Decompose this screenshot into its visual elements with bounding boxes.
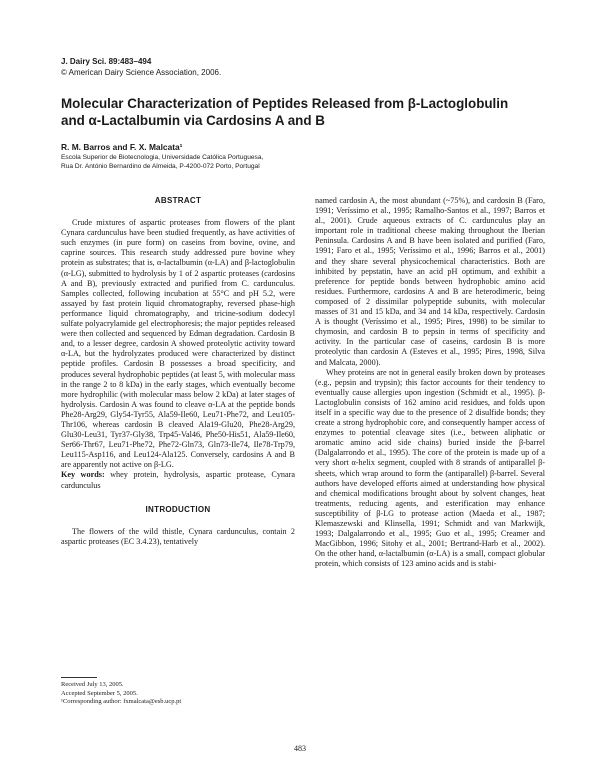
- corresponding-author: ¹Corresponding author: fxmalcata@esb.ucp.pt: [61, 698, 182, 706]
- copyright-line: © American Dairy Science Association, 2006.: [61, 68, 222, 77]
- footnote-rule: [61, 677, 97, 678]
- author-list: R. M. Barros and F. X. Malcata¹: [61, 142, 183, 152]
- right-paragraph-2: Whey proteins are not in general easily broken down by proteases (e.g., pepsin and trypsin); this factor accounts for their tendency to eventually cause allergies upon ingestion (Schmidt et al., 1995). β-Lactoglobulin consists of 162 amino acid residues, and folds upon itself in a specific way due to the presence of 2 disulfide bonds; they create a strong hydrophobic core, and consequently hamper access of enzymes to potential cleavage sites (i.e., between aliphatic or aromatic amino acid side chains) buried inside the β-barrel (Dalgalarrondo et al., 1995). The core of the protein is made up of a very short α-helix segment, coupled with 8 strands of antiparallel β-sheets, which wrap around to form the (antiparallel) β-barrel. Several authors have developed efforts aimed at understanding how physical and chemical modifications brought about by solvent changes, heat treatments, reducing agents, and esterification may enhance susceptibility of β-LG to protease action (Maeda et al., 1987; Klemaszewski and Klinsella, 1991; Schmidt and van Markwijk, 1993; Dalgalarrondo et al., 1995; Guo et al., 1995; Creamer and MacGibbon, 1996; Sitohy et al., 2001; Bertrand-Harb et al., 2002). On the other hand, α-lactalbumin (α-LA) is a small, compact globular protein, which consists of 123 amino acids and is stabi-: [315, 367, 545, 569]
- accepted-date: Accepted September 5, 2005.: [61, 689, 138, 697]
- keywords-label: Key words:: [61, 470, 105, 480]
- right-paragraph-1: named cardosin A, the most abundant (~75%), and cardosin B (Faro, 1991; Veríssimo et al., 1995; Ramalho-Santos et al., 1997; Barros et al., 2001). Crude aqueous extracts of C. cardunculus play an important role in traditional cheese making throughout the Iberian Peninsula. Cardosins A and B have been isolated and purified (Faro, 1991; Faro et al., 1995; Veríssimo et al., 1996; Barros et al., 2001) and they share several physicochemical characteristics. Both are inhibited by pepstatin, have an acid pH optimum, and exhibit a preference for peptide bonds between hydrophobic amino acid residues. Furthermore, cardosins A and B are heterodimeric, being composed of 2 dissimilar polypeptide subunits, with molecular masses of 31 and 15 kDa, and 34 and 14 kDa, respectively. Cardosin A is thought (Veríssimo et al., 1995; Pires, 1998) to be similar to chymosin, and cardosin B to pepsin in terms of specificity and activity. In the particular case of caseins, cardosin B is more proteolytic than cardosin A (Esteves et al., 1995; Pires, 1998, Silva and Malcata, 2000).: [315, 196, 545, 367]
- received-date: Received July 13, 2005.: [61, 681, 124, 688]
- abstract-heading: ABSTRACT: [154, 196, 202, 205]
- abstract-body: Crude mixtures of aspartic proteases from flowers of the plant Cynara cardunculus have been studied frequently, as have activities of such enzymes (in pure form) on caseins from bovine, ovine, and caprine sources. This research study addressed pure bovine whey protein as substrates; that is, α-lactalbumin (α-LA) and β-lactoglobulin (α-LG), submitted to hydrolysis by 1 of 2 aspartic proteases (cardosins A and B), previously extracted and purified from C. cardunculus. Samples collected, following incubation at 55°C and pH 5.2, were assayed by fast protein liquid chromatography, reversed phase-high performance liquid chromatography, and tricine-sodium dodecyl sulfate polyacrylamide gel electrophoresis; the major peptides released were then collected and sequenced by Edman degradation. Cardosin B and, to a lesser degree, cardosin A showed proteolytic activity toward α-LA, but the hydrolyzates produced were characterized by distinct peptide profiles. Cardosin B possesses a broad specificity, and produces several hydrophobic peptides (at least 5, with molecular mass in the range 2 to 8 kDa) in the early stages, which eventually become more hydrophilic (with molecular mass below 2 kDa) at later stages of hydrolysis. Cardosin A was found to cleave α-LA at the peptide bonds Phe28-Arg29, Gly54-Tyr55, Ala59-Ile60, Leu71-Phe72, and Leu105-Thr106, whereas cardosin B cleaved Ala19-Glu20, Phe28-Arg29, Glu30-Leu31, Tyr37-Gly38, Trp45-Val46, Phe50-His51, Ala59-Ile60, Ser66-Thr67, Leu71-Phe72, Phe72-Gln73, Gln73-Ile74, Ile78-Trp79, Leu115-Asp116, and Leu124-Ala125. Conversely, cardosins A and B are apparently not active on β-LG.: [61, 218, 295, 470]
- journal-header: [61, 56, 221, 78]
- journal-citation: J. Dairy Sci. 89:483–494: [61, 57, 152, 66]
- footnotes: [61, 681, 181, 707]
- affiliation: [61, 153, 263, 171]
- keywords-list: whey protein, hydrolysis, aspartic protease, Cynara cardunculus: [61, 470, 296, 490]
- article-title: [61, 95, 541, 129]
- left-column: [61, 196, 295, 547]
- keywords: [61, 470, 295, 490]
- introduction-body: The flowers of the wild thistle, Cynara cardunculus, contain 2 aspartic proteases (EC 3.4.23), tentatively: [61, 526, 295, 546]
- title-line-2: and α-Lactalbumin via Cardosins A and B: [61, 113, 325, 128]
- right-column: [315, 196, 545, 569]
- page-number: 483: [294, 744, 306, 753]
- affiliation-line-1: Escola Superior de Biotecnologia, Universidade Católica Portuguesa,: [61, 154, 264, 161]
- title-line-1: Molecular Characterization of Peptides Released from β-Lactoglobulin: [61, 96, 509, 111]
- affiliation-line-2: Rua Dr. António Bernardino de Almeida, P-4200-072 Porto, Portugal: [61, 163, 260, 170]
- introduction-heading: INTRODUCTION: [145, 504, 211, 514]
